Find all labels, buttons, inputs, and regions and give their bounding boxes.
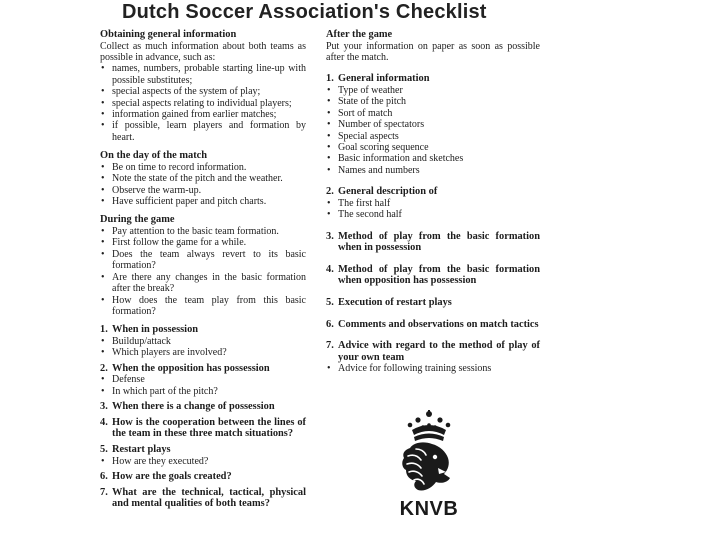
item-number: 1.	[326, 73, 334, 85]
list-item: • Defense	[100, 374, 306, 385]
section-heading: During the game	[100, 214, 175, 226]
list-item: • Pay attention to the basic team formation.	[100, 226, 306, 237]
section-after-game	[326, 29, 540, 63]
list-item: • The second half	[326, 209, 540, 220]
numbered-item-7	[100, 487, 306, 510]
item-heading: Method of play from the basic formation when opposition has possession	[338, 263, 540, 287]
section-heading: After the game	[326, 29, 393, 40]
item-heading: General information	[338, 73, 430, 85]
list-item: • Which players are involved?	[100, 347, 306, 358]
bullet-list	[100, 226, 306, 317]
item-heading: When in possession	[112, 324, 199, 336]
list-item: • First follow the game for a while.	[100, 237, 306, 248]
bullet-list	[100, 162, 306, 208]
item-number: 3.	[100, 401, 108, 413]
list-item: • Names and numbers	[326, 165, 540, 176]
item-heading: When there is a change of possession	[112, 401, 275, 413]
logo-text: KNVB	[399, 498, 459, 520]
item-heading: When the opposition has possession	[112, 362, 270, 374]
numbered-item-2	[100, 363, 306, 397]
list-item: • information gained from earlier matches;	[100, 109, 306, 120]
item-number: 4.	[100, 416, 108, 428]
section-heading: Obtaining general information	[100, 29, 237, 40]
numbered-item-4	[326, 264, 540, 287]
numbered-item-7	[326, 340, 540, 375]
list-item: • special aspects of the system of play;	[100, 86, 306, 97]
list-item: • Special aspects	[326, 131, 540, 142]
bullet-list	[326, 85, 540, 176]
numbered-item-5	[100, 444, 306, 467]
item-number: 1.	[100, 324, 108, 336]
item-number: 6.	[326, 318, 334, 330]
list-item: • How does the team play from this basic formation?	[100, 295, 306, 318]
list-item: • Observe the warm-up.	[100, 185, 306, 196]
item-number: 5.	[326, 297, 334, 309]
item-number: 2.	[100, 362, 108, 374]
list-item: • Have sufficient paper and pitch charts.	[100, 196, 306, 207]
bullet-list	[100, 63, 306, 143]
numbered-item-6	[326, 319, 540, 331]
numbered-item-3	[326, 231, 540, 254]
item-number: 2.	[326, 186, 334, 198]
knvb-logo	[388, 408, 470, 538]
item-heading: Restart plays	[112, 443, 171, 455]
list-item: • special aspects relating to individual players;	[100, 98, 306, 109]
numbered-item-2	[326, 186, 540, 220]
list-item: • In which part of the pitch?	[100, 386, 306, 397]
section-intro: Collect as much information about both teams as possible in advance, such as:	[100, 40, 306, 63]
item-heading: Comments and observations on match tactics	[338, 318, 539, 330]
page-title: Dutch Soccer Association's Checklist	[122, 1, 487, 23]
knvb-lion-crest-icon	[388, 408, 470, 500]
list-item: • State of the pitch	[326, 96, 540, 107]
list-item: • Does the team always revert to its basic formation?	[100, 249, 306, 272]
item-heading: What are the technical, tactical, physical and mental qualities of both teams?	[112, 486, 306, 510]
item-heading: Advice with regard to the method of play of your own team	[338, 340, 540, 363]
list-item: • Basic information and sketches	[326, 153, 540, 164]
item-number: 7.	[326, 340, 334, 352]
list-item: • How are they executed?	[100, 456, 306, 467]
list-item: • Sort of match	[326, 108, 540, 119]
list-item: • Be on time to record information.	[100, 162, 306, 173]
list-item: • Buildup/attack	[100, 336, 306, 347]
list-item: • The first half	[326, 198, 540, 209]
numbered-item-6	[100, 471, 306, 483]
numbered-item-1	[326, 73, 540, 176]
list-item: • Are there any changes in the basic formation after the break?	[100, 272, 306, 295]
section-match-day	[100, 150, 306, 207]
section-general-information	[100, 29, 306, 143]
list-item: • Goal scoring sequence	[326, 142, 540, 153]
bullet-list	[100, 374, 306, 397]
item-number: 6.	[100, 470, 108, 482]
numbered-item-4	[100, 417, 306, 440]
section-heading: On the day of the match	[100, 150, 208, 162]
numbered-item-1	[100, 324, 306, 358]
list-item: • names, numbers, probable starting line-up with possible substitutes;	[100, 63, 306, 86]
bullet-list	[326, 363, 540, 374]
right-column	[326, 29, 540, 382]
list-item: • if possible, learn players and formation by heart.	[100, 120, 306, 143]
section-during-game	[100, 214, 306, 317]
list-item: • Note the state of the pitch and the weather.	[100, 173, 306, 184]
bullet-list	[100, 456, 306, 467]
list-item: • Number of spectators	[326, 119, 540, 130]
item-heading: How is the cooperation between the lines of the team in these three match situations?	[112, 416, 306, 440]
item-number: 4.	[326, 263, 334, 275]
numbered-item-3	[100, 401, 306, 413]
section-intro: Put your information on paper as soon as possible after the match.	[326, 40, 540, 63]
item-number: 3.	[326, 230, 334, 242]
list-item: • Advice for following training sessions	[326, 363, 540, 374]
bullet-list	[100, 336, 306, 359]
item-heading: Method of play from the basic formation when in possession	[338, 230, 540, 254]
item-number: 5.	[100, 443, 108, 455]
left-column	[100, 29, 306, 514]
list-item: • Type of weather	[326, 85, 540, 96]
item-heading: Execution of restart plays	[338, 297, 452, 309]
numbered-item-5	[326, 297, 540, 309]
item-heading: General description of	[338, 186, 438, 198]
bullet-list	[326, 198, 540, 221]
item-number: 7.	[100, 486, 108, 498]
item-heading: How are the goals created?	[112, 470, 232, 482]
